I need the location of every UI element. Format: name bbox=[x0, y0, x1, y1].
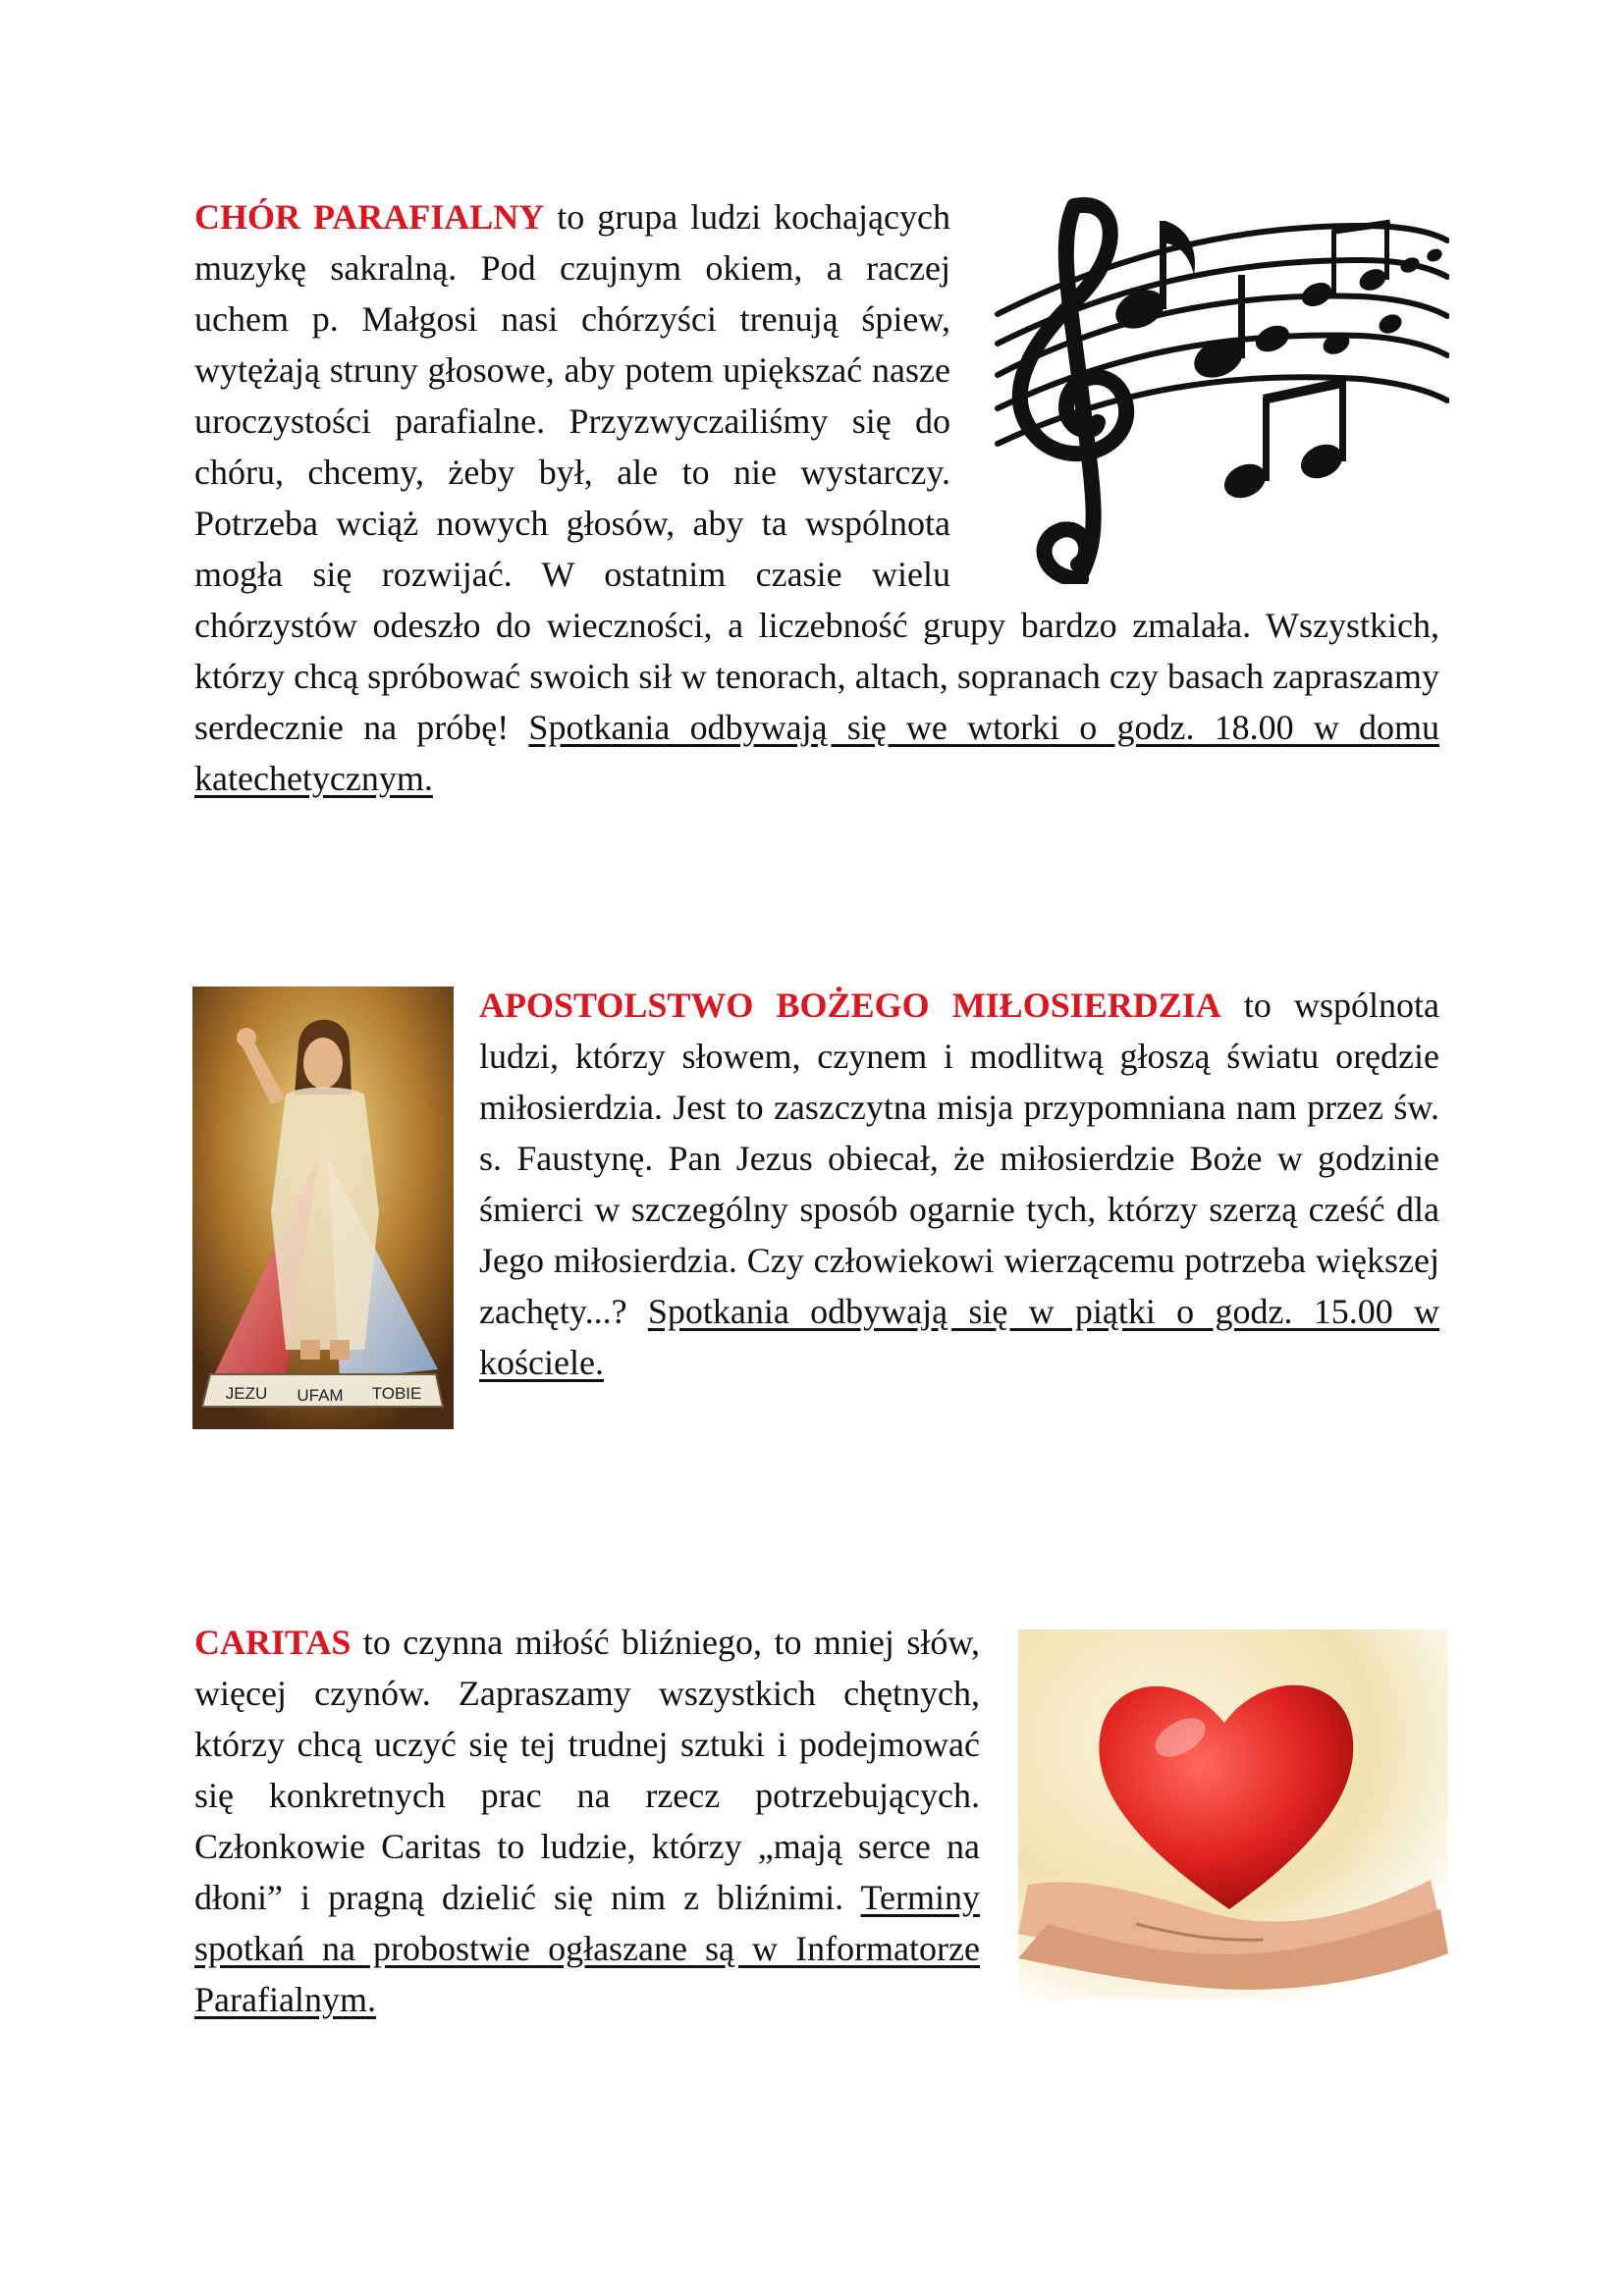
choir-meeting-info: Spotkania odbywają się we wtorki o godz. 18.00 w domu katechetycznym. bbox=[194, 708, 1440, 798]
caritas-title: CARITAS bbox=[194, 1623, 352, 1662]
choir-title: CHÓR PARAFIALNY bbox=[194, 197, 545, 237]
choir-body: to grupa ludzi kochających muzykę sakralną. Pod czujnym okiem, a raczej uchem p. Małgosi nasi chórzyści trenują śpiew, wytężają struny głosowe, aby potem upiększać nasze uroczystości parafialne. Przyzwyczailiśmy się do chóru, chcemy, żeby był, ale to nie wystarczy. Potrzeba wciąż nowych głosów, aby ta wspólnota mogła się rozwijać. W ostatnim czasie wielu chórzystów odeszło do wieczności, a liczebność grupy bardzo zmalała. Wszystkich, którzy chcą spróbować swoich sił w tenorach, altach, sopranach czy basach zapraszamy serdecznie na próbę! bbox=[194, 197, 1439, 747]
divine-mercy-section bbox=[479, 980, 1439, 1388]
caritas-meeting-info: Terminy spotkań na probostwie ogłaszane są w Informatorze Parafialnym. bbox=[194, 1878, 980, 2019]
caritas-body: to czynna miłość bliźniego, to mniej słów, więcej czynów. Zapraszamy wszystkich chętnych, którzy chcą uczyć się tej trudnej sztuki i podejmować się konkretnych prac na rzecz potrzebujących. Członkowie Caritas to ludzie, którzy „mają serce na dłoni” i pragną dzielić się nim z bliźnimi. bbox=[194, 1623, 980, 1917]
divine-mercy-meeting-info: Spotkania odbywają się w piątki o godz. 15.00 w kościele. bbox=[479, 1292, 1440, 1382]
heart-in-hands-icon bbox=[1018, 1629, 1448, 1999]
caption-word-1: JEZU bbox=[225, 1384, 268, 1403]
caritas-section bbox=[194, 1617, 980, 2025]
caption-word-3: TOBIE bbox=[371, 1384, 422, 1403]
caption-word-2: UFAM bbox=[297, 1386, 344, 1405]
divine-mercy-title: APOSTOLSTWO BOŻEGO MIŁOSIERDZIA bbox=[479, 986, 1221, 1025]
music-notes-icon bbox=[988, 187, 1449, 584]
divine-mercy-image bbox=[192, 987, 454, 1429]
choir-section bbox=[194, 191, 1439, 804]
divine-mercy-body: to wspólnota ludzi, którzy słowem, czynem i modlitwą głoszą światu orędzie miłosierdzia. Jest to zaszczytna misja przypomniana nam przez św. s. Faustynę. Pan Jezus obiecał, że miłosierdzie Boże w godzinie śmierci w szczególny sposób ogarnie tych, którzy szerzą cześć dla Jego miłosierdzia. Czy człowiekowi wierzącemu potrzeba większej zachęty...? bbox=[479, 986, 1439, 1331]
